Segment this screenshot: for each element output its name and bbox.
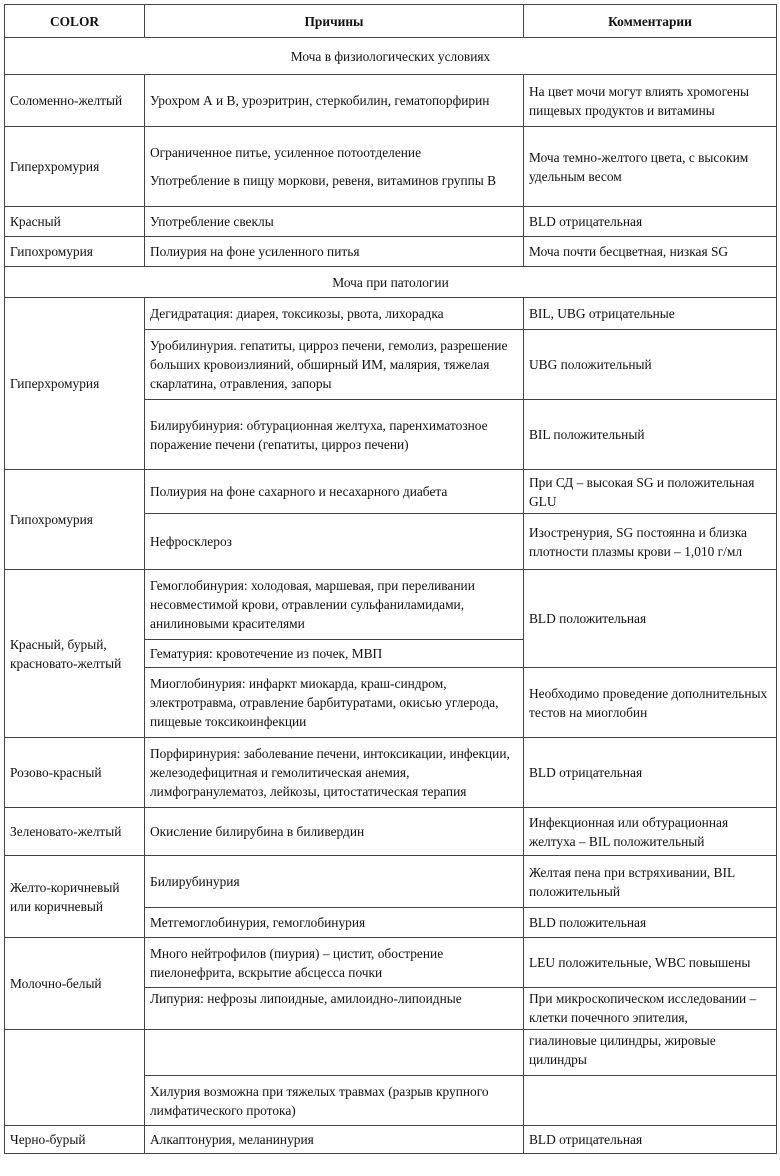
- color-cell: Гипохромурия: [5, 470, 145, 570]
- cause-cell: Метгемоглобинурия, гемоглобинурия: [145, 908, 524, 938]
- header-color: COLOR: [5, 5, 145, 38]
- cause-text: Ограниченное питье, усиленное потоотделение: [150, 145, 422, 160]
- section-pathological: Моча при патологии: [5, 267, 777, 298]
- section-row: [5, 38, 777, 75]
- cause-cell: Миоглобинурия: инфаркт миокарда, краш-синдром, электротравма, отравление барбитуратами, окисью углерода, пищевые токсикоинфекции: [145, 668, 524, 738]
- color-cell: Желто-коричневый или коричневый: [5, 856, 145, 938]
- table-row: [5, 470, 777, 514]
- table-row: [5, 237, 777, 267]
- comment-cell: Моча темно-желтого цвета, с высоким удельным весом: [524, 127, 777, 207]
- table-row: [5, 1126, 777, 1154]
- comment-cell: При микроскопическом исследовании – клетки почечного эпителия,: [524, 988, 777, 1030]
- comment-cell: Моча почти бесцветная, низкая SG: [524, 237, 777, 267]
- color-cell: Гиперхромурия: [5, 298, 145, 470]
- comment-cell: Желтая пена при встряхивании, BIL положительный: [524, 856, 777, 908]
- comment-cell: UBG положительный: [524, 330, 777, 400]
- comment-cell: BLD отрицательная: [524, 1126, 777, 1154]
- header-row: [5, 5, 777, 38]
- cause-cell: Гематурия: кровотечение из почек, МВП: [145, 640, 524, 668]
- header-causes: Причины: [145, 5, 524, 38]
- table-row: [5, 856, 777, 908]
- cause-cell: [145, 127, 524, 207]
- table-row: [5, 570, 777, 640]
- table-row: [5, 75, 777, 127]
- comment-cell: [524, 1076, 777, 1126]
- comment-cell: При СД – высокая SG и положительная GLU: [524, 470, 777, 514]
- color-cell: [5, 1030, 145, 1126]
- table-row: [5, 207, 777, 237]
- comment-cell: На цвет мочи могут влиять хромогены пищевых продуктов и витамины: [524, 75, 777, 127]
- comment-cell: гиалиновые цилиндры, жировые цилиндры: [524, 1030, 777, 1076]
- cause-cell: Употребление свеклы: [145, 207, 524, 237]
- cause-cell: Гемоглобинурия: холодовая, маршевая, при переливании несовместимой крови, отравлении сульфаниламидами, анилиновыми красителями: [145, 570, 524, 640]
- cause-cell: Хилурия возможна при тяжелых травмах (разрыв крупного лимфатического протока): [145, 1076, 524, 1126]
- cause-cell: Полиурия на фоне сахарного и несахарного диабета: [145, 470, 524, 514]
- urine-color-table-page: [4, 4, 776, 1154]
- comment-cell: Необходимо проведение дополнительных тестов на миоглобин: [524, 668, 777, 738]
- comment-cell: Изостренурия, SG постоянна и близка плотности плазмы крови – 1,010 г/мл: [524, 514, 777, 570]
- section-row: [5, 267, 777, 298]
- comment-cell: BLD отрицательная: [524, 738, 777, 808]
- color-cell: Соломенно-желтый: [5, 75, 145, 127]
- comment-cell: BIL положительный: [524, 400, 777, 470]
- table-row: [5, 298, 777, 330]
- cause-cell: Уробилинурия. гепатиты, цирроз печени, гемолиз, разрешение больших кровоизлияний, обширный ИМ, малярия, тяжелая скарлатина, отравления, запоры: [145, 330, 524, 400]
- color-cell: Розово-красный: [5, 738, 145, 808]
- cause-text: Употребление в пищу моркови, ревеня, витаминов группы В: [150, 173, 497, 188]
- table-row: [5, 808, 777, 856]
- table-row: [5, 1030, 777, 1076]
- cause-cell: Липурия: нефрозы липоидные, амилоидно-липоидные: [145, 988, 524, 1030]
- cause-cell: [145, 1030, 524, 1076]
- cause-cell: Урохром А и В, уроэритрин, стеркобилин, гематопорфирин: [145, 75, 524, 127]
- cause-cell: Порфиринурия: заболевание печени, интоксикации, инфекции, железодефицитная и гемолитическая анемия, лимфогранулематоз, лейкозы, цитостатическая терапия: [145, 738, 524, 808]
- color-cell: Гиперхромурия: [5, 127, 145, 207]
- color-cell: Молочно-белый: [5, 938, 145, 1030]
- color-cell: Зеленовато-желтый: [5, 808, 145, 856]
- comment-cell: BLD положительная: [524, 908, 777, 938]
- table-row: [5, 938, 777, 988]
- color-cell: Красный: [5, 207, 145, 237]
- color-cell: Красный, бурый, красновато-желтый: [5, 570, 145, 738]
- comment-cell: BLD отрицательная: [524, 207, 777, 237]
- cause-cell: Билирубинурия: [145, 856, 524, 908]
- color-cell: Гипохромурия: [5, 237, 145, 267]
- cause-cell: Дегидратация: диарея, токсикозы, рвота, лихорадка: [145, 298, 524, 330]
- table-row: [5, 738, 777, 808]
- comment-cell: BLD положительная: [524, 570, 777, 668]
- comment-cell: Инфекционная или обтурационная желтуха – BIL положительный: [524, 808, 777, 856]
- comment-cell: BIL, UBG отрицательные: [524, 298, 777, 330]
- comment-cell: LEU положительные, WBC повышены: [524, 938, 777, 988]
- cause-cell: Много нейтрофилов (пиурия) – цистит, обострение пиелонефрита, вскрытие абсцесса почки: [145, 938, 524, 988]
- section-physiological: Моча в физиологических условиях: [5, 38, 777, 75]
- cause-cell: Полиурия на фоне усиленного питья: [145, 237, 524, 267]
- cause-cell: Алкаптонурия, меланинурия: [145, 1126, 524, 1154]
- cause-cell: Билирубинурия: обтурационная желтуха, паренхиматозное поражение печени (гепатиты, цирроз печени): [145, 400, 524, 470]
- header-comments: Комментарии: [524, 5, 777, 38]
- cause-cell: Нефросклероз: [145, 514, 524, 570]
- color-cell: Черно-бурый: [5, 1126, 145, 1154]
- table-row: [5, 127, 777, 207]
- cause-cell: Окисление билирубина в биливердин: [145, 808, 524, 856]
- urine-color-table: [4, 4, 777, 1154]
